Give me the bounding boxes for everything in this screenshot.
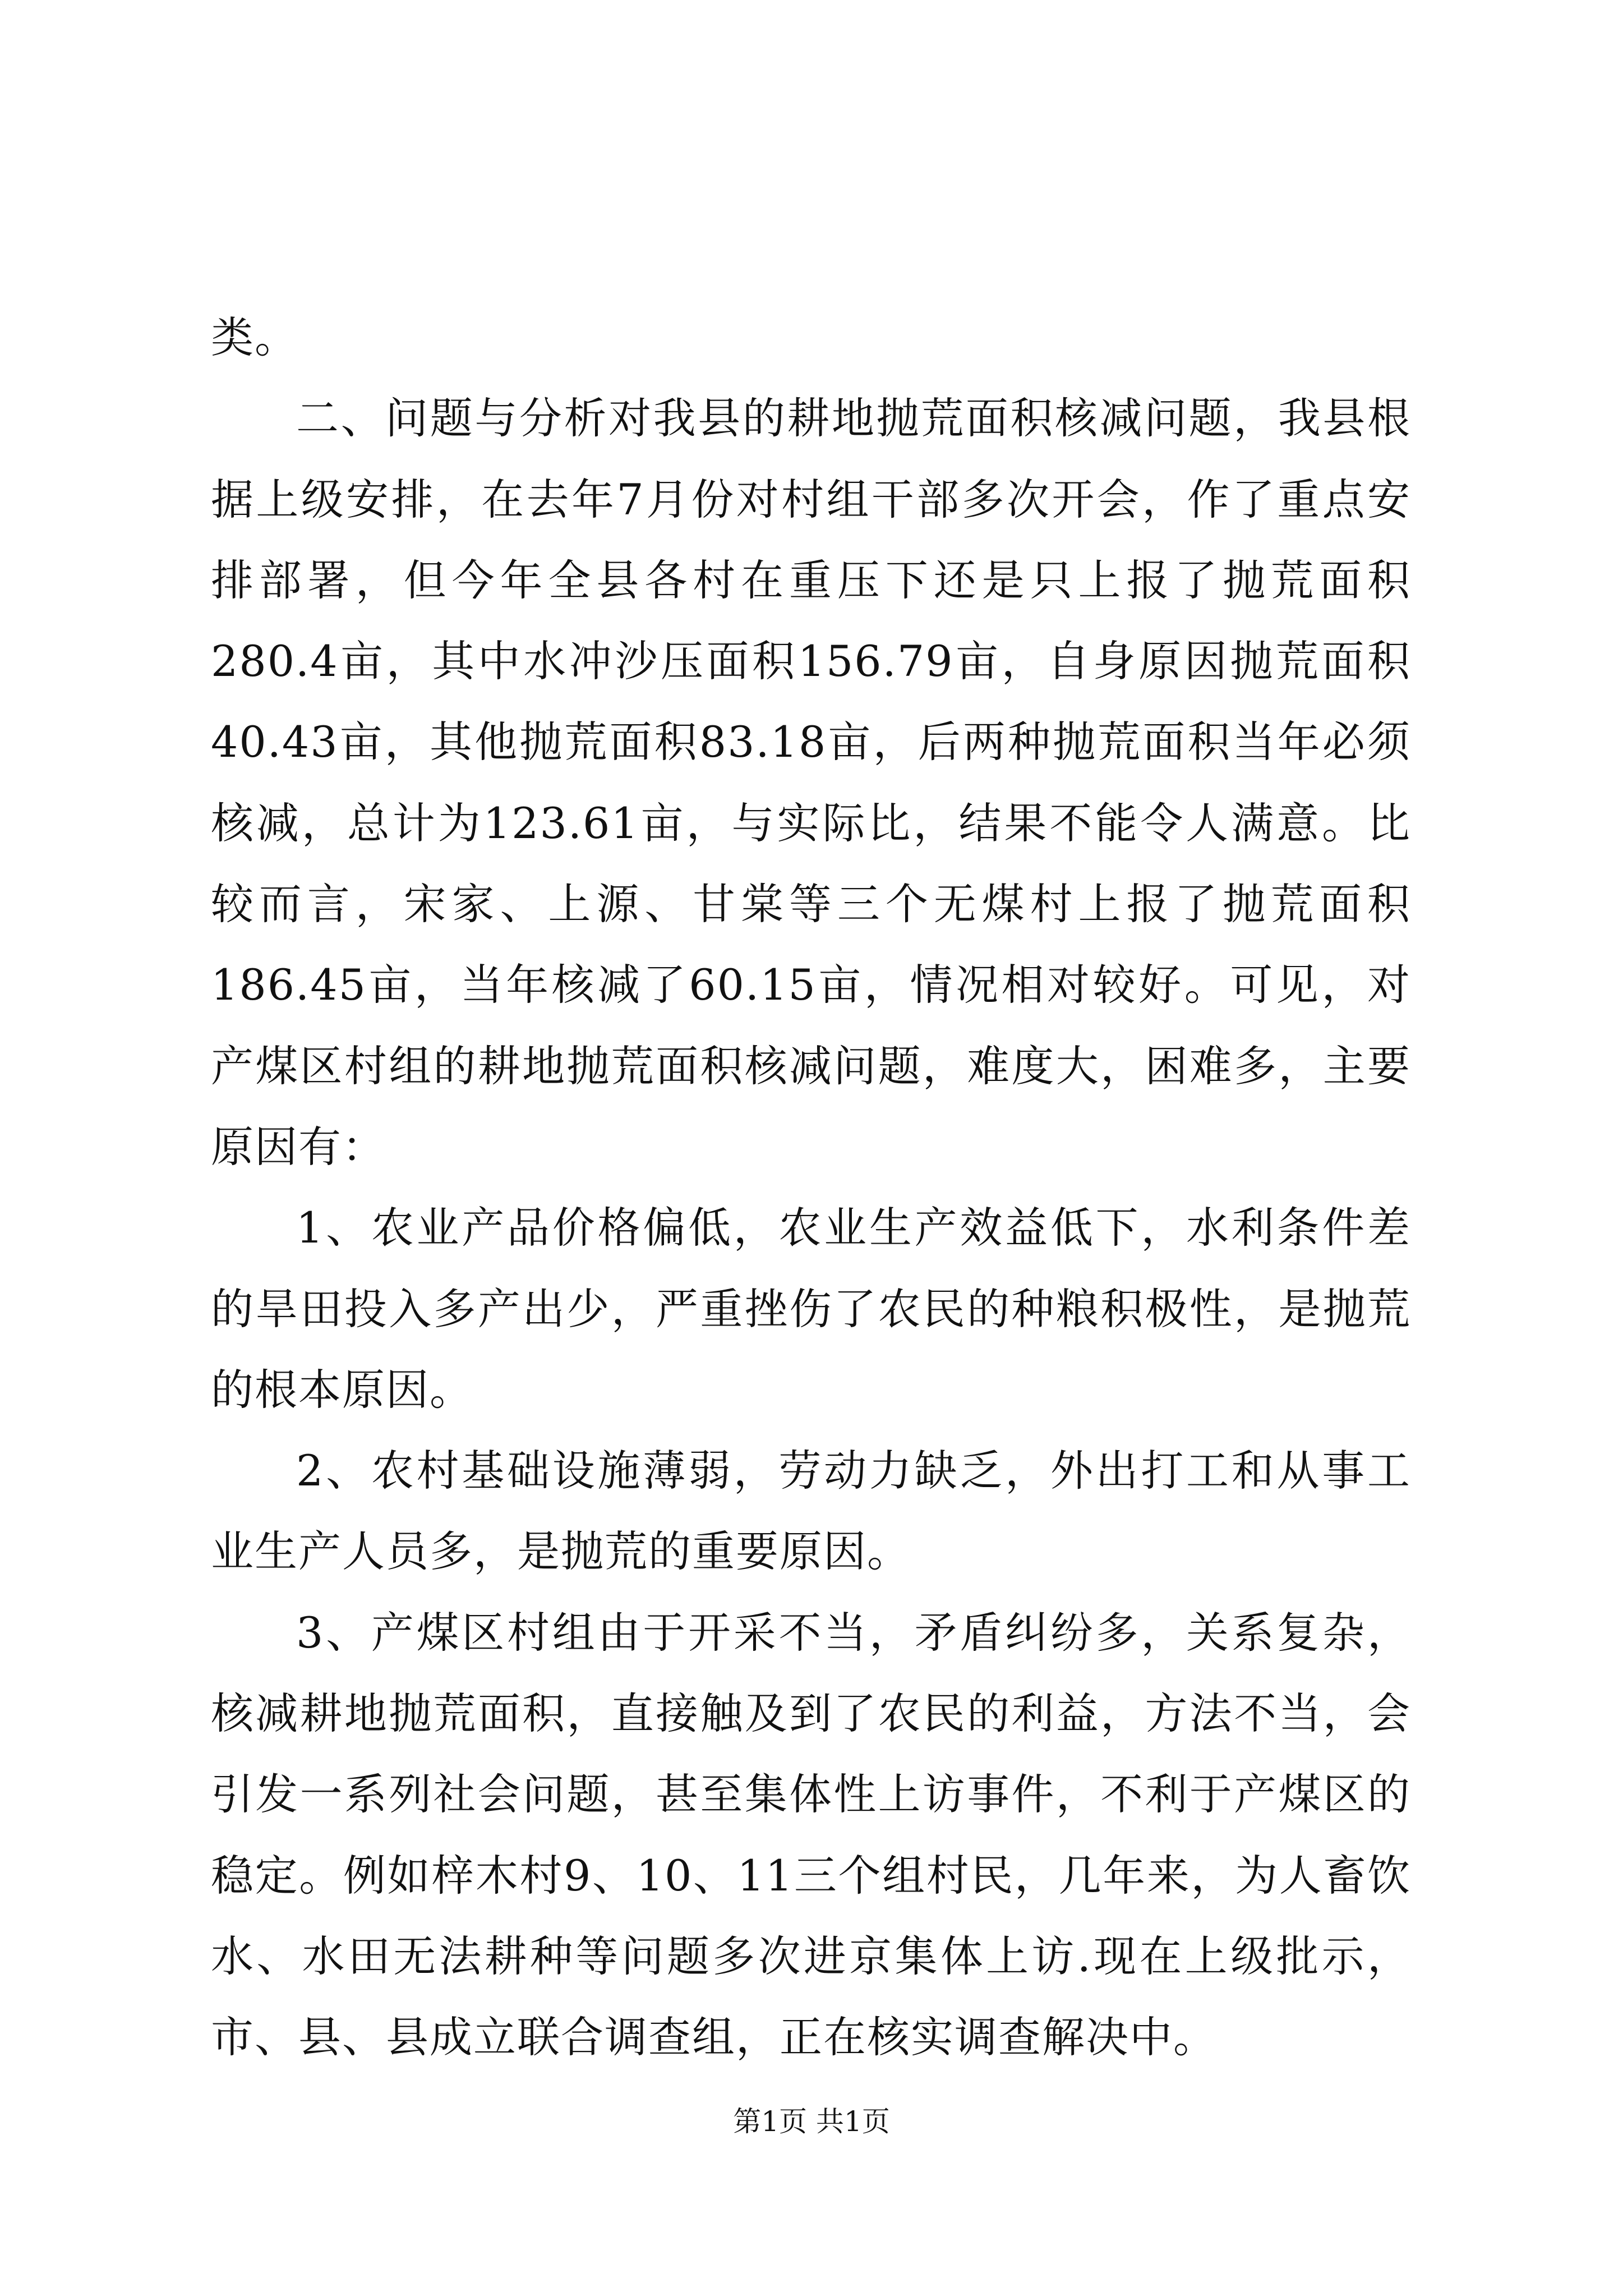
paragraph-continuation: 类。 [211, 312, 298, 362]
page-footer: 第1页 共1页 [733, 2105, 890, 2138]
paragraph-problem-analysis: 二、问题与分析对我县的耕地抛荒面积核减问题，我县根据上级安排，在去年7月份对村组干部多次开会，作了重点安排部署，但今年全县各村在重压下还是只上报了抛荒面积280.4亩，其中水冲沙压面积156.79亩，自身原因抛荒面积40.43亩，其他抛荒面积83.18亩，后两种抛荒面积当年必须核减，总计为123.61亩，与实际比，结果不能令人满意。比较而言，宋家、上源、甘棠等三个无煤村上报了抛荒面积186.45亩，当年核减了60.15亩，情况相对较好。可见，对产煤区村组的耕地抛荒面积核减问题，难度大，困难多，主要原因有： [211, 393, 1411, 1172]
paragraph-reason-1: 1、农业产品价格偏低，农业生产效益低下，水利条件差的旱田投入多产出少，严重挫伤了农民的种粮积极性，是抛荒的根本原因。 [211, 1203, 1411, 1415]
paragraph-reason-3: 3、产煤区村组由于开采不当，矛盾纠纷多，关系复杂，核减耕地抛荒面积，直接触及到了农民的利益，方法不当，会引发一系列社会问题，甚至集体性上访事件，不利于产煤区的稳定。例如梓木村9、10、11三个组村民，几年来，为人畜饮水、水田无法耕种等问题多次进京集体上访.现在上级批示，市、县、县成立联合调查组，正在核实调查解决中。 [211, 1607, 1411, 2063]
document-body [211, 297, 1411, 2078]
paragraph-reason-2: 2、农村基础设施薄弱，劳动力缺乏，外出打工和从事工业生产人员多，是抛荒的重要原因。 [211, 1446, 1411, 1577]
